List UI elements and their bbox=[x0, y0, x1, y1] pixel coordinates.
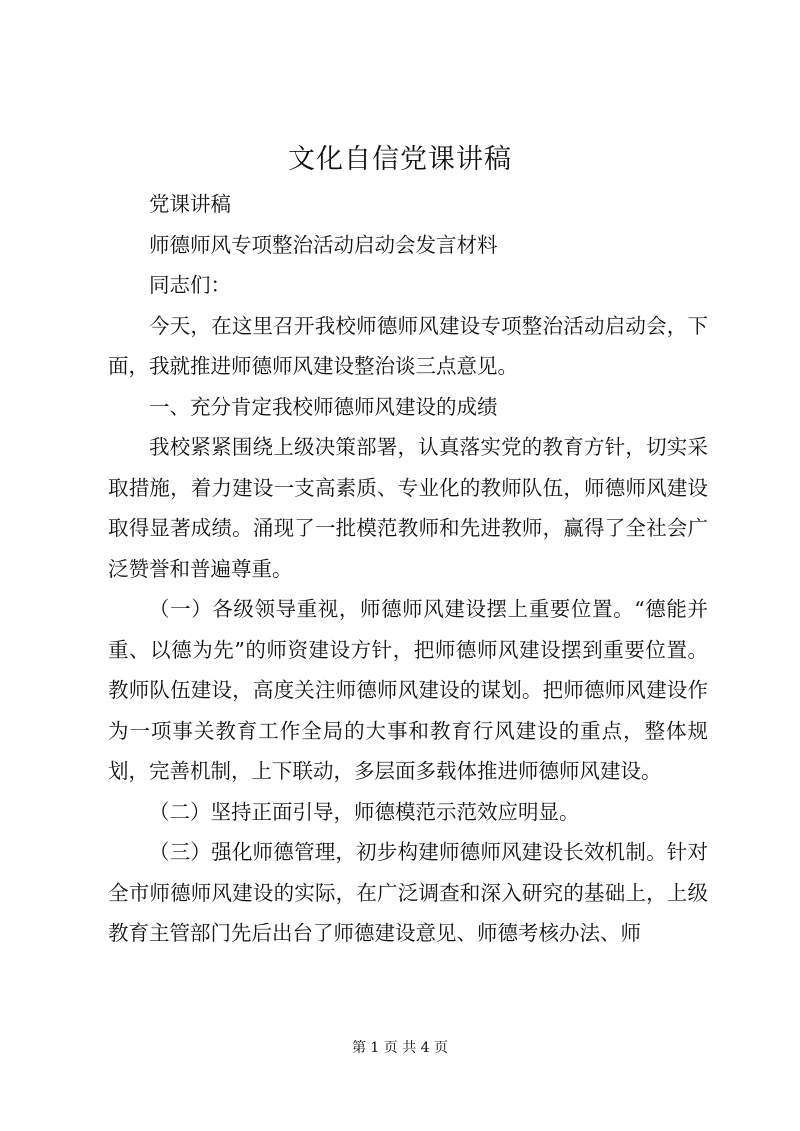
paragraph-point-2: （二）坚持正面引导，师德模范示范效应明显。 bbox=[149, 799, 580, 824]
paragraph-achievements: 我校紧紧围绕上级决策部署，认真落实党的教育方针，切实采取措施，着力建设一支高素质、专业化的教师队伍，师德师风建设取得显著成绩。涌现了一批模范教师和先进教师，赢得了全社会广泛赞誉和普遍尊重。 bbox=[108, 435, 708, 581]
paragraph-intro: 今天，在这里召开我校师德师风建设专项整治活动启动会，下面，我就推进师德师风建设整治谈三点意见。 bbox=[108, 313, 708, 378]
paragraph-point-1: （一）各级领导重视，师德师风建设摆上重要位置。“德能并重、以德为先”的师资建设方针，把师德师风建设摆到重要位置。教师队伍建设，高度关注师德师风建设的谋划。把师德师风建设作为一项事关教育工作全局的大事和教育行风建设的重点，整体规划，完善机制，上下联动，多层面多载体推进师德师风建设。 bbox=[108, 597, 708, 783]
paragraph-point-3: （三）强化师德管理，初步构建师德师风建设长效机制。针对全市师德师风建设的实际，在广泛调查和深入研究的基础上，上级教育主管部门先后出台了师德建设意见、师德考核办法、师 bbox=[108, 840, 708, 945]
section-heading-1: 一、充分肯定我校师德师风建设的成绩 bbox=[149, 394, 498, 419]
page-footer: 第 1 页 共 4 页 bbox=[351, 1040, 449, 1056]
paragraph-subtitle: 党课讲稿 bbox=[149, 192, 231, 216]
document-title: 文化自信党课讲稿 bbox=[288, 144, 512, 175]
document-body bbox=[108, 184, 708, 954]
paragraph-salutation: 同志们： bbox=[149, 273, 231, 297]
paragraph-material-title: 师德师风专项整治活动启动会发言材料 bbox=[149, 232, 498, 257]
